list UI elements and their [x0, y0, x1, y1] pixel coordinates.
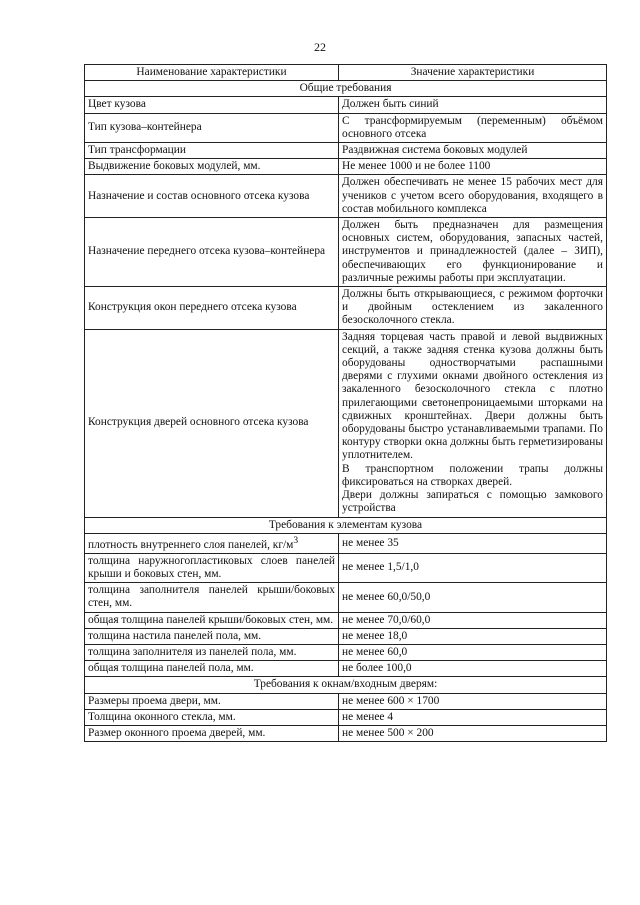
- characteristic-name-text: Назначение переднего отсека кузова–контейнера: [88, 245, 326, 258]
- value-paragraph: В транспортном положении трапы должны фиксироваться на створках дверей.: [342, 462, 603, 488]
- table-row: [85, 553, 607, 582]
- value-paragraph: Должен быть предназначен для размещения основных систем, оборудования, запасных частей, инструментов и принадлежностей (далее – ЗИП), обеспечивающих его функционирование и различные режимы работы при эксплуатации.: [342, 219, 603, 284]
- table-header-row: [85, 65, 607, 81]
- characteristic-value: [339, 533, 607, 553]
- characteristic-name-text: плотность внутреннего слоя панелей, кг/м: [88, 538, 294, 551]
- value-paragraph: Двери должны запираться с помощью замкового устройства: [342, 489, 603, 515]
- characteristic-name: [85, 113, 339, 142]
- characteristic-value: [339, 113, 607, 142]
- table-row: [85, 628, 607, 644]
- characteristic-name-text: Назначение и состав основного отсека кузова: [88, 189, 310, 202]
- value-paragraph: Должен обеспечивать не менее 15 рабочих мест для учеников с учетом всего оборудования, входящего в состав мобильного комплекса: [342, 176, 603, 215]
- value-paragraph: С трансформируемым (переменным) объёмом основного отсека: [342, 114, 603, 140]
- table-row: [85, 661, 607, 677]
- characteristic-value: [339, 612, 607, 628]
- characteristic-name-text: толщина заполнителя панелей крыши/боковых стен, мм.: [88, 584, 335, 610]
- characteristic-value: [339, 175, 607, 218]
- characteristic-name: [85, 533, 339, 553]
- value-paragraph: не менее 600 × 1700: [342, 694, 440, 707]
- table-row: [85, 583, 607, 612]
- characteristic-name-text: Тип трансформации: [88, 144, 186, 157]
- table-row: [85, 113, 607, 142]
- value-paragraph: Задняя торцевая часть правой и левой выдвижных секций, а также задняя стенка кузова должны быть оборудованы одностворчатыми распашными дверями с глухими окнами двойного остекления из закаленного безосколочного стекла с плотно прилегающими светонепроницаемыми шторками на сдвижных кронштейнах. Двери должны быть оборудованы быстро устанавливаемыми трапами. По контуру створки окна должны быть герметизированы уплотнителем.: [342, 330, 603, 462]
- section-title: Общие требования: [85, 81, 607, 97]
- characteristic-name-text: Размеры проема двери, мм.: [88, 694, 221, 707]
- characteristic-name-text: Конструкция окон переднего отсека кузова: [88, 301, 297, 314]
- characteristic-name-text: Толщина оконного стекла, мм.: [88, 710, 236, 723]
- table-row: [85, 533, 607, 553]
- unit-superscript: 3: [293, 535, 299, 546]
- value-paragraph: не менее 70,0/60,0: [342, 613, 431, 626]
- value-paragraph: не менее 500 × 200: [342, 726, 434, 739]
- table-row: [85, 725, 607, 741]
- characteristic-value: [339, 725, 607, 741]
- characteristic-value: [339, 287, 607, 330]
- header-name: Наименование характеристики: [85, 65, 339, 81]
- header-value: Значение характеристики: [339, 65, 607, 81]
- characteristic-name-text: толщина заполнителя из панелей пола, мм.: [88, 645, 297, 658]
- characteristic-name-text: Размер оконного проема дверей, мм.: [88, 726, 266, 739]
- characteristic-name: [85, 287, 339, 330]
- value-paragraph: Не менее 1000 и не более 1100: [342, 160, 491, 173]
- characteristic-name: [85, 612, 339, 628]
- characteristic-name: [85, 159, 339, 175]
- characteristic-name-text: Тип кузова–контейнера: [88, 121, 202, 134]
- value-paragraph: Раздвижная система боковых модулей: [342, 144, 528, 157]
- table-row: [85, 693, 607, 709]
- characteristic-name: [85, 628, 339, 644]
- characteristic-value: [339, 709, 607, 725]
- characteristic-value: [339, 583, 607, 612]
- characteristics-table: [84, 64, 607, 742]
- characteristic-value: [339, 143, 607, 159]
- section-title: Требования к элементам кузова: [85, 517, 607, 533]
- value-paragraph: не менее 35: [342, 536, 399, 549]
- page-number: 22: [314, 40, 326, 54]
- characteristic-value: [339, 97, 607, 113]
- table-row: [85, 97, 607, 113]
- characteristic-name: [85, 553, 339, 582]
- value-paragraph: не менее 1,5/1,0: [342, 561, 419, 574]
- characteristic-value: [339, 628, 607, 644]
- section-row: [85, 81, 607, 97]
- characteristic-value: [339, 644, 607, 660]
- value-paragraph: не более 100,0: [342, 662, 412, 675]
- table-row: [85, 218, 607, 287]
- characteristic-name: [85, 218, 339, 287]
- characteristic-value: [339, 329, 607, 517]
- characteristic-name-text: общая толщина панелей крыши/боковых стен, мм.: [88, 613, 334, 626]
- characteristic-value: [339, 661, 607, 677]
- section-row: [85, 677, 607, 693]
- value-paragraph: Должен быть синий: [342, 98, 439, 111]
- characteristic-name-text: общая толщина панелей пола, мм.: [88, 662, 254, 675]
- table-row: [85, 329, 607, 517]
- value-paragraph: не менее 60,0: [342, 645, 408, 658]
- characteristics-table-body: [85, 65, 607, 742]
- value-paragraph: не менее 60,0/50,0: [342, 590, 431, 603]
- table-row: [85, 287, 607, 330]
- characteristic-name-text: Конструкция дверей основного отсека кузова: [88, 416, 309, 429]
- characteristic-name: [85, 175, 339, 218]
- value-paragraph: Должны быть открывающиеся, с режимом форточки и двойным остеклением из закаленного безосколочного стекла.: [342, 288, 603, 327]
- characteristic-name: [85, 329, 339, 517]
- table-row: [85, 644, 607, 660]
- table-row: [85, 143, 607, 159]
- characteristic-name: [85, 97, 339, 113]
- characteristic-value: [339, 218, 607, 287]
- characteristic-value: [339, 159, 607, 175]
- characteristic-name: [85, 693, 339, 709]
- characteristic-name: [85, 725, 339, 741]
- characteristic-value: [339, 693, 607, 709]
- section-row: [85, 517, 607, 533]
- characteristic-name: [85, 661, 339, 677]
- characteristic-name: [85, 709, 339, 725]
- characteristic-name: [85, 143, 339, 159]
- table-row: [85, 612, 607, 628]
- section-title: Требования к окнам/входным дверям:: [85, 677, 607, 693]
- characteristic-name-text: толщина настила панелей пола, мм.: [88, 629, 262, 642]
- value-paragraph: не менее 4: [342, 710, 394, 723]
- value-paragraph: не менее 18,0: [342, 629, 408, 642]
- table-row: [85, 175, 607, 218]
- table-row: [85, 709, 607, 725]
- characteristic-name-text: Цвет кузова: [88, 98, 146, 111]
- characteristic-value: [339, 553, 607, 582]
- characteristic-name-text: толщина наружногопластиковых слоев панелей крыши и боковых стен, мм.: [88, 554, 335, 580]
- characteristic-name: [85, 583, 339, 612]
- characteristic-name-text: Выдвижение боковых модулей, мм.: [88, 160, 261, 173]
- characteristic-name: [85, 644, 339, 660]
- table-row: [85, 159, 607, 175]
